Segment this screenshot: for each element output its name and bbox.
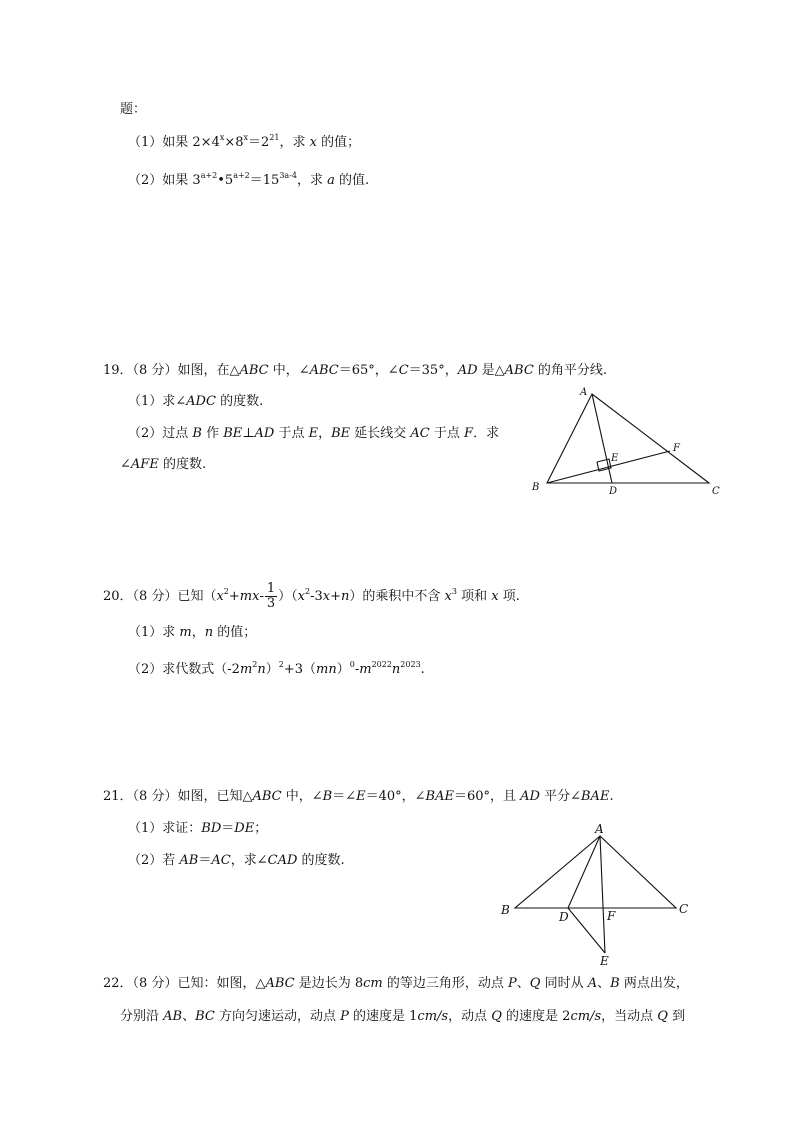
q19-part2-cont: ∠AFE 的度数. <box>120 457 207 472</box>
fraction-one-third: $\frac{1}{3}$ <box>266 581 276 611</box>
q18-continuation: 题： <box>120 102 147 117</box>
q21-label-b: B <box>501 903 510 917</box>
q21-segment-ad <box>568 836 600 908</box>
q19-part1: （1）求∠ADC 的度数. <box>128 394 264 409</box>
q19-label-d: D <box>609 486 618 497</box>
q19-heading: 19．（8 分）如图，在△ABC 中，∠ABC＝65°，∠C＝35°，AD 是△ABC 的角平分线. <box>103 363 608 378</box>
q22-line2: 分别沿 AB、BC 方向匀速运动，动点 P 的速度是 1cm/s，动点 Q 的速度是 2cm/s，当动点 Q 到 <box>120 1009 686 1024</box>
q21-part2: （2）若 AB＝AC，求∠CAD 的度数. <box>128 853 345 868</box>
q21-heading: 21．（8 分）如图，已知△ABC 中，∠B＝∠E＝40°，∠BAE＝60°，且 AD 平分∠BAE. <box>103 789 614 804</box>
q18-part1: （1）如果 $2\times 4^x\times 8^x=2^{21}$，求 x 的值； <box>128 133 361 150</box>
q21-label-a: A <box>595 822 604 836</box>
q20-heading: 20．（8 分）已知（$x^2+mx-$ $\frac{1}{3}$ ）$(x^2-3x+n)$的乘积中不含 $x^3$ 项和 x 项. <box>103 581 520 611</box>
q19-label-e: E <box>611 453 619 464</box>
q21-label-c: C <box>679 902 689 916</box>
q20-part2: （2）求代数式$(-2m^2n)^2+3(mn)^0-m^{2022}n^{2023}$. <box>128 660 425 677</box>
q20-part1: （1）求 m，n 的值； <box>128 625 257 640</box>
q18-part2: （2）如果 $3^{a+2}•5^{a+2}=15^{3a-4}$，求 a 的值. <box>128 171 370 188</box>
q21-part1: （1）求证：BD＝DE； <box>128 821 268 836</box>
q21-segment-ae <box>600 836 605 953</box>
q19-label-f: F <box>673 443 680 454</box>
q19-label-a: A <box>580 387 588 398</box>
q21-segment-de <box>568 908 605 953</box>
q19-label-b: B <box>532 482 540 493</box>
q21-label-d: D <box>559 910 569 924</box>
q19-part2: （2）过点 B 作 BE⊥AD 于点 E，BE 延长线交 AC 于点 F．求 <box>128 426 500 441</box>
q19-label-c: C <box>712 486 720 497</box>
q22-line1: 22．（8 分）已知：如图，△ABC 是边长为 8cm 的等边三角形，动点 P、Q 同时从 A、B 两点出发， <box>103 976 689 991</box>
q21-label-e: E <box>600 954 609 968</box>
q21-label-f: F <box>607 909 616 923</box>
